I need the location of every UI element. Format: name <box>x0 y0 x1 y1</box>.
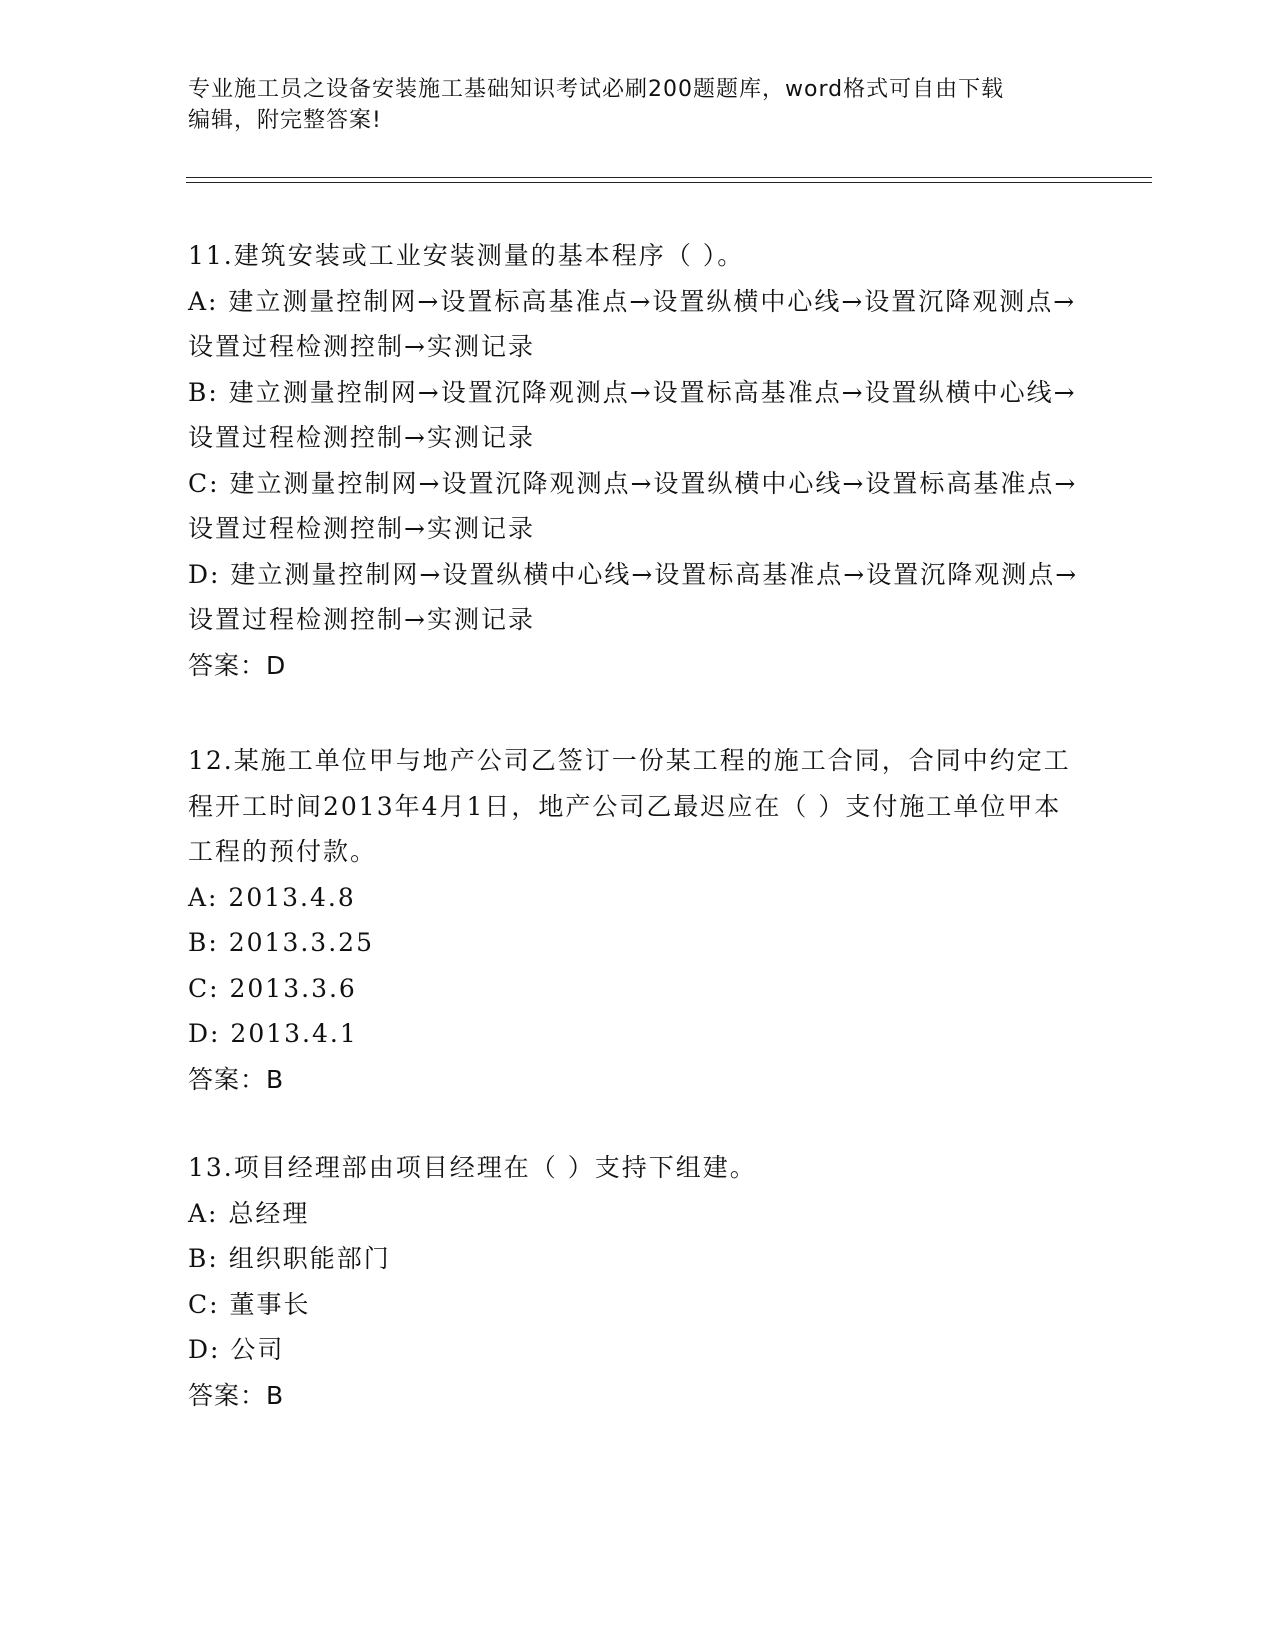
option-d: D: 建立测量控制网→设置纵横中心线→设置标高基准点→设置沉降观测点→设置过程检测控制→实测记录 <box>188 559 1079 634</box>
question-stem: 12.某施工单位甲与地产公司乙签订一份某工程的施工合同，合同中约定工程开工时间2013年4月1日，地产公司乙最迟应在（ ）支付施工单位甲本工程的预付款。 <box>188 746 1071 866</box>
question-stem: 13.项目经理部由项目经理在（ ）支持下组建。 <box>188 1153 757 1182</box>
option-b: B: 建立测量控制网→设置沉降观测点→设置标高基准点→设置纵横中心线→设置过程检测控制→实测记录 <box>188 377 1077 452</box>
answer-line: 答案：D <box>188 650 287 680</box>
option-a: A: 建立测量控制网→设置标高基准点→设置纵横中心线→设置沉降观测点→设置过程检测控制→实测记录 <box>188 286 1077 361</box>
option-a: A: 总经理 <box>188 1198 310 1228</box>
option-a: A: 2013.4.8 <box>188 882 356 912</box>
question-13 <box>188 1145 1088 1418</box>
question-11 <box>188 233 1088 688</box>
option-d: D: 公司 <box>188 1335 285 1364</box>
option-b: B: 2013.3.25 <box>188 928 374 957</box>
header-divider-bottom <box>186 182 1152 183</box>
answer-line: 答案：B <box>188 1380 285 1410</box>
header-title-line-2: 编辑，附完整答案! <box>188 108 382 133</box>
question-stem: 11.建筑安装或工业安装测量的基本程序（ ）。 <box>188 241 745 270</box>
question-12 <box>188 738 1088 1102</box>
option-d: D: 2013.4.1 <box>188 1019 358 1048</box>
option-c: C: 2013.3.6 <box>188 973 357 1003</box>
header-divider-top <box>186 177 1152 178</box>
option-b: B: 组织职能部门 <box>188 1244 391 1273</box>
option-c: C: 建立测量控制网→设置沉降观测点→设置纵横中心线→设置标高基准点→设置过程检测控制→实测记录 <box>188 468 1078 543</box>
option-c: C: 董事长 <box>188 1289 311 1319</box>
answer-line: 答案：B <box>188 1064 285 1094</box>
header-title-line-1: 专业施工员之设备安装施工基础知识考试必刷200题题库，word格式可自由下载 <box>188 77 1005 102</box>
document-header <box>188 74 1068 136</box>
